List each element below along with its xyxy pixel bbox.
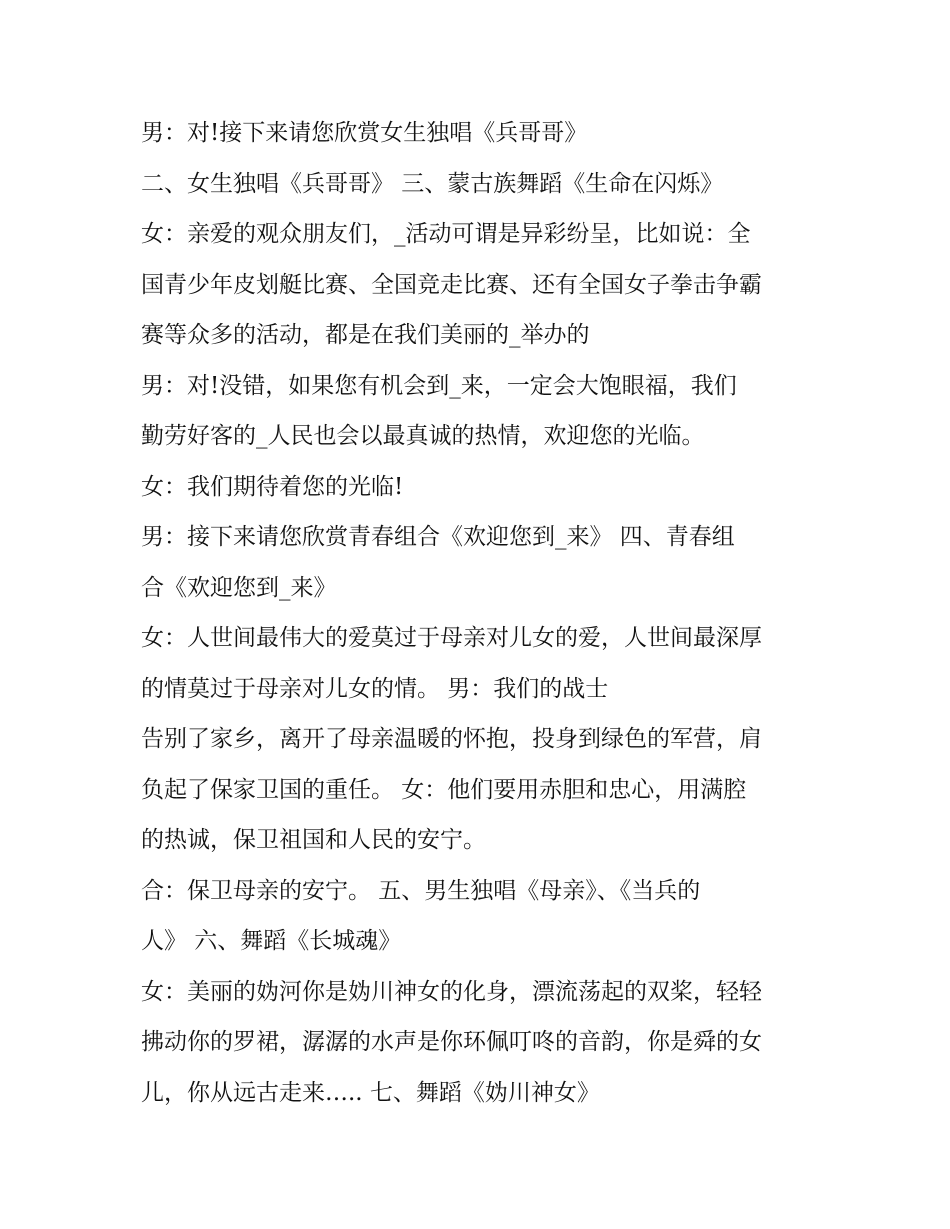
text-line: 女：亲爱的观众朋友们，_活动可谓是异彩纷呈，比如说：全 [141, 221, 751, 247]
text-line: 合：保卫母亲的安宁。 五、男生独唱《母亲》、《当兵的 [141, 877, 701, 904]
text-line: 国青少年皮划艇比赛、全国竞走比赛、还有全国女子拳击争霸 [141, 271, 762, 298]
text-line: 负起了保家卫国的重任。 女：他们要用赤胆和忠心，用满腔 [141, 776, 747, 803]
text-line: 女：我们期待着您的光临! [141, 473, 404, 500]
text-line: 男：对!没错，如果您有机会到_来，一定会大饱眼福，我们 [141, 372, 737, 399]
text-line: 合《欢迎您到_来》 [141, 574, 337, 601]
text-line: 拂动你的罗裙，潺潺的水声是你环佩叮咚的音韵，你是舜的女 [141, 1029, 762, 1055]
text-line: 人》 六、舞蹈《长城魂》 [141, 928, 402, 954]
text-line: 勤劳好客的_人民也会以最真诚的热情，欢迎您的光临。 [141, 423, 705, 449]
text-line: 的热诚，保卫祖国和人民的安宁。 [141, 827, 486, 853]
text-line: 儿，你从远古走来….. 七、舞蹈《妫川神女》 [141, 1079, 600, 1106]
text-line: 男：对!接下来请您欣赏女生独唱《兵哥哥》 [141, 120, 588, 146]
text-line: 的情莫过于母亲对儿女的情。 男：我们的战士 [141, 675, 609, 702]
text-line: 男：接下来请您欣赏青春组合《欢迎您到_来》 四、青春组 [141, 524, 735, 550]
text-line: 二、女生独唱《兵哥哥》 三、蒙古族舞蹈《生命在闪烁》 [141, 170, 724, 197]
text-line: 告别了家乡，离开了母亲温暖的怀抱，投身到绿色的军营，肩 [141, 726, 762, 752]
text-line: 赛等众多的活动，都是在我们美丽的_举办的 [141, 322, 590, 348]
text-line: 女：人世间最伟大的爱莫过于母亲对儿女的爱，人世间最深厚 [141, 625, 762, 651]
script-text-block [141, 108, 821, 1118]
text-line: 女：美丽的妫河你是妫川神女的化身，漂流荡起的双桨，轻轻 [141, 978, 762, 1005]
